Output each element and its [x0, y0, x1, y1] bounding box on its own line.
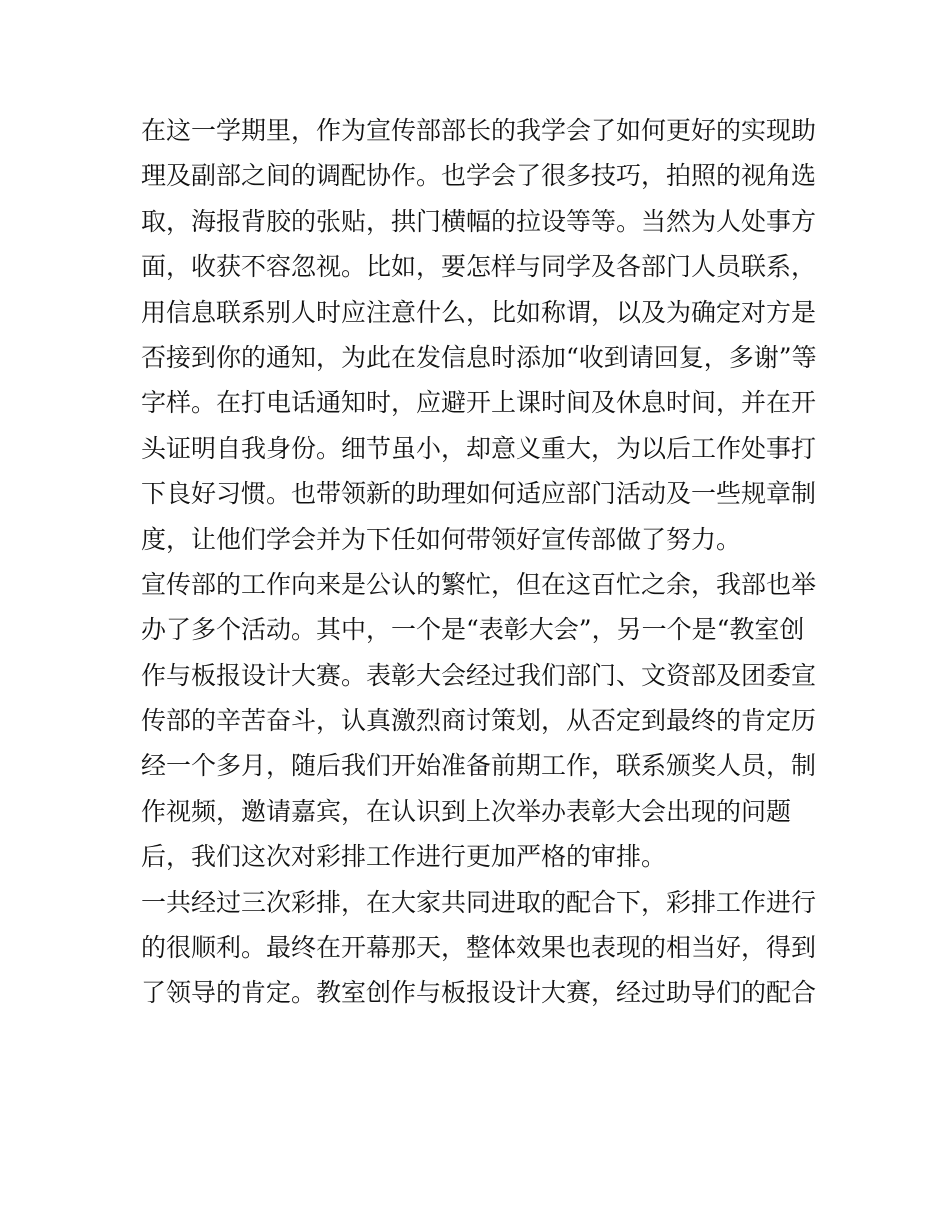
text-line: 一共经过三次彩排，在大家共同进取的配合下，彩排工作进行: [141, 887, 817, 917]
text-line: 用信息联系别人时应注意什么，比如称谓，以及为确定对方是: [141, 297, 817, 327]
text-line: 取，海报背胶的张贴，拱门横幅的拉设等等。当然为人处事方: [141, 206, 817, 236]
text-line: 字样。在打电话通知时，应避开上课时间及休息时间，并在开: [141, 388, 817, 418]
text-line: 头证明自我身份。细节虽小，却意义重大，为以后工作处事打: [141, 433, 817, 463]
text-line: 作与板报设计大赛。表彰大会经过我们部门、文资部及团委宣: [141, 660, 817, 690]
text-line: 了领导的肯定。教室创作与板报设计大赛，经过助导们的配合: [141, 978, 817, 1008]
text-line: 经一个多月，随后我们开始准备前期工作，联系颁奖人员，制: [141, 751, 817, 781]
text-line: 作视频，邀请嘉宾，在认识到上次举办表彰大会出现的问题: [141, 796, 792, 826]
text-line: 理及副部之间的调配协作。也学会了很多技巧，拍照的视角选: [141, 161, 817, 191]
text-line: 面，收获不容忽视。比如，要怎样与同学及各部门人员联系，: [141, 252, 817, 282]
text-line: 后，我们这次对彩排工作进行更加严格的审排。: [141, 842, 667, 872]
text-line: 在这一学期里，作为宣传部部长的我学会了如何更好的实现助: [141, 116, 817, 145]
text-line: 传部的辛苦奋斗，认真激烈商讨策划，从否定到最终的肯定历: [141, 706, 817, 736]
text-line: 否接到你的通知，为此在发信息时添加“收到请回复，多谢”等: [141, 342, 817, 372]
text-line: 的很顺利。最终在开幕那天，整体效果也表现的相当好，得到: [141, 933, 817, 963]
text-line: 宣传部的工作向来是公认的繁忙，但在这百忙之余，我部也举: [141, 569, 817, 599]
body-text: [141, 108, 821, 1016]
text-line: 下良好习惯。也带领新的助理如何适应部门活动及一些规章制: [141, 479, 817, 509]
text-line: 度，让他们学会并为下任如何带领好宣传部做了努力。: [141, 524, 742, 554]
text-line: 办了多个活动。其中，一个是“表彰大会”，另一个是“教室创: [141, 615, 805, 645]
